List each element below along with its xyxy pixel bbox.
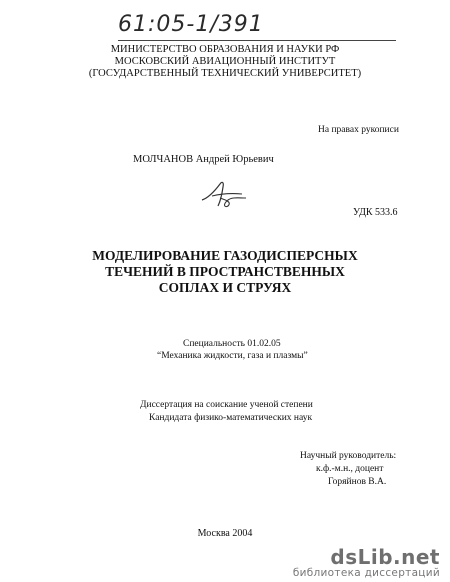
handwritten-signature (198, 178, 250, 210)
specialty-name: “Механика жидкости, газа и плазмы” (157, 351, 308, 361)
watermark-brand: dsLib.net (330, 545, 440, 569)
ministry-header: МИНИСТЕРСТВО ОБРАЗОВАНИЯ И НАУКИ РФ (110, 44, 340, 55)
title-line-3: СОПЛАХ И СТРУЯХ (158, 280, 292, 295)
degree-name: Кандидата физико-математических наук (149, 413, 313, 423)
title-line-1: МОДЕЛИРОВАНИЕ ГАЗОДИСПЕРСНЫХ (92, 248, 358, 263)
watermark-subtitle: библиотека диссертаций (292, 567, 440, 579)
supervisor-label: Научный руководитель: (300, 451, 397, 461)
dslib-watermark-logo[interactable] (293, 547, 440, 580)
title-line-2: ТЕЧЕНИЙ В ПРОСТРАНСТВЕННЫХ (105, 264, 345, 279)
supervisor-degree: к.ф.-м.н., доцент (316, 464, 384, 474)
city-year: Москва 2004 (197, 528, 253, 539)
udk-code: УДК 533.6 (353, 207, 398, 218)
supervisor-name: Горяйнов В.А. (328, 477, 387, 487)
stamp-underline (118, 40, 396, 41)
institute-header: МОСКОВСКИЙ АВИАЦИОННЫЙ ИНСТИТУТ (114, 56, 336, 67)
author-name: МОЛЧАНОВ Андрей Юрьевич (133, 154, 274, 165)
archive-stamp: 61:05-1/391 (118, 12, 264, 37)
manuscript-rights-note: На правах рукописи (318, 125, 399, 135)
degree-statement: Диссертация на соискание ученой степени (140, 400, 313, 410)
dissertation-title (0, 248, 450, 296)
university-header: (ГОСУДАРСТВЕННЫЙ ТЕХНИЧЕСКИЙ УНИВЕРСИТЕТ) (88, 68, 362, 79)
specialty-code: Специальность 01.02.05 (183, 339, 281, 349)
